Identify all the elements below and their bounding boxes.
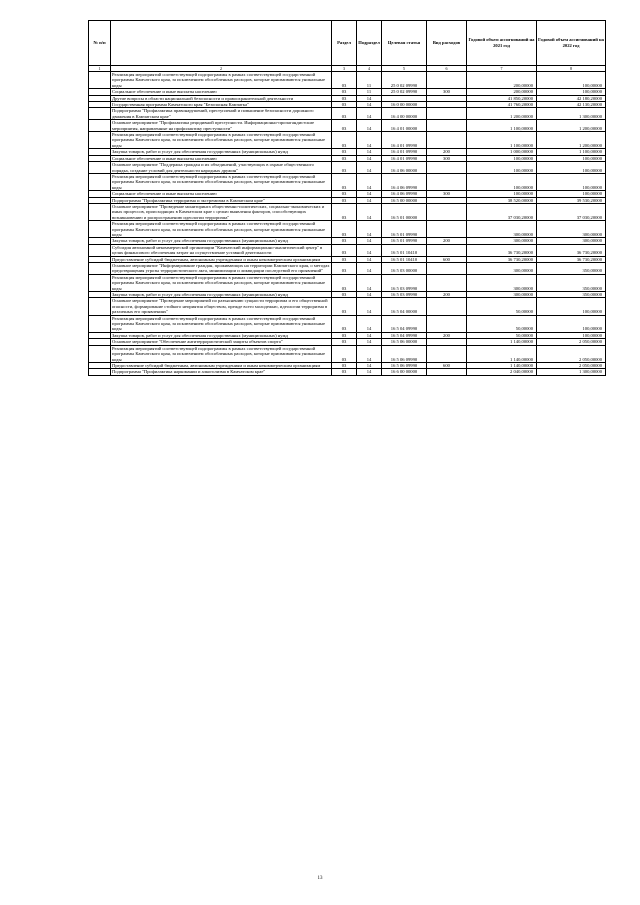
cell-podrazdel: 14 <box>357 132 382 149</box>
cell-name: Основное мероприятие "Обеспечение антитеррористической защиты объектов спорта" <box>111 339 332 345</box>
cell-2022: 350,00000 <box>537 263 606 275</box>
table-row <box>89 108 606 120</box>
cell-razdel: 03 <box>332 263 357 275</box>
cell-2022: 100,00000 <box>537 72 606 89</box>
cell-2022: 36 730,20000 <box>537 244 606 256</box>
cell-razdel: 03 <box>332 173 357 190</box>
cell-cs: 16 5 01 10410 <box>382 256 427 262</box>
cell-num <box>89 162 111 174</box>
cell-vr: 300 <box>427 191 467 197</box>
cell-name: Закупка товаров, работ и услуг для обеспечения государственных (муниципальных) нужд <box>111 238 332 244</box>
cell-2022: 100,00000 <box>537 298 606 315</box>
cell-num <box>89 120 111 132</box>
cell-cs: 16 4 06 09990 <box>382 173 427 190</box>
cell-num <box>89 173 111 190</box>
cell-razdel: 03 <box>332 332 357 338</box>
cell-razdel: 03 <box>332 72 357 89</box>
cell-vr <box>427 72 467 89</box>
cell-cs: 16 4 01 00000 <box>382 120 427 132</box>
cell-vr: 300 <box>427 155 467 161</box>
colnum: 4 <box>357 66 382 72</box>
cell-razdel: 03 <box>332 203 357 220</box>
table-row <box>89 244 606 256</box>
table-row <box>89 173 606 190</box>
cell-razdel: 03 <box>332 298 357 315</box>
cell-razdel: 03 <box>332 132 357 149</box>
cell-vr <box>427 244 467 256</box>
cell-vr <box>427 315 467 332</box>
cell-2022: 2 050,00000 <box>537 362 606 368</box>
cell-razdel: 03 <box>332 274 357 291</box>
cell-2022: 2 050,00000 <box>537 345 606 362</box>
cell-podrazdel: 14 <box>357 108 382 120</box>
colnum: 2 <box>111 66 332 72</box>
cell-podrazdel: 14 <box>357 345 382 362</box>
cell-2022: 2 050,00000 <box>537 339 606 345</box>
cell-podrazdel: 14 <box>357 244 382 256</box>
cell-2022: 100,00000 <box>537 162 606 174</box>
header-2021: Годовой объем ассигнований на 2021 год <box>467 21 537 66</box>
cell-2021: 1 000,00000 <box>467 149 537 155</box>
cell-cs: 16 5 01 00000 <box>382 203 427 220</box>
cell-2021: 100,00000 <box>467 155 537 161</box>
cell-razdel: 03 <box>332 362 357 368</box>
cell-cs: 16 5 06 09990 <box>382 345 427 362</box>
cell-num <box>89 108 111 120</box>
header-row <box>89 21 606 66</box>
cell-podrazdel: 14 <box>357 274 382 291</box>
table-row <box>89 72 606 89</box>
cell-cs: 16 4 00 00000 <box>382 108 427 120</box>
cell-podrazdel: 14 <box>357 332 382 338</box>
cell-podrazdel: 14 <box>357 191 382 197</box>
cell-razdel: 03 <box>332 244 357 256</box>
header-razdel: Раздел <box>332 21 357 66</box>
cell-name: Реализация мероприятий соответствующей подпрограммы в рамках соответствующей государственной программы Камчатского края, за исключением обособленных расходов, которые присваиваются уникальные коды <box>111 345 332 362</box>
cell-cs: 16 5 00 00000 <box>382 197 427 203</box>
cell-2021: 50,00000 <box>467 332 537 338</box>
cell-podrazdel: 14 <box>357 292 382 298</box>
cell-cs: 16 4 01 09990 <box>382 149 427 155</box>
cell-podrazdel: 14 <box>357 298 382 315</box>
cell-podrazdel: 11 <box>357 72 382 89</box>
cell-2022: 100,00000 <box>537 89 606 95</box>
colnum: 8 <box>537 66 606 72</box>
cell-2021: 300,00000 <box>467 263 537 275</box>
cell-2021: 41 760,20000 <box>467 102 537 108</box>
cell-razdel: 03 <box>332 108 357 120</box>
cell-cs: 16 5 06 09990 <box>382 362 427 368</box>
document-sheet <box>88 20 605 376</box>
cell-podrazdel: 14 <box>357 369 382 375</box>
cell-cs: 25 0 02 09990 <box>382 72 427 89</box>
cell-2021: 300,00000 <box>467 274 537 291</box>
cell-cs: 16 5 03 09990 <box>382 274 427 291</box>
cell-vr <box>427 274 467 291</box>
cell-podrazdel: 14 <box>357 95 382 101</box>
cell-razdel: 03 <box>332 221 357 238</box>
cell-vr: 200 <box>427 238 467 244</box>
cell-2022: 100,00000 <box>537 155 606 161</box>
cell-podrazdel: 14 <box>357 197 382 203</box>
cell-cs: 16 5 06 00000 <box>382 339 427 345</box>
cell-2021: 36 730,20000 <box>467 244 537 256</box>
cell-2021: 200,00000 <box>467 72 537 89</box>
cell-2021: 50,00000 <box>467 315 537 332</box>
cell-podrazdel: 14 <box>357 256 382 262</box>
cell-name: Социальное обеспечение и иные выплаты населению <box>111 89 332 95</box>
cell-name: Реализация мероприятий соответствующей подпрограммы в рамках соответствующей государственной программы Камчатского края, за исключением обособленных расходов, которые присваиваются уникальные коды <box>111 315 332 332</box>
cell-2021: 100,00000 <box>467 191 537 197</box>
cell-cs: 16 0 00 00000 <box>382 102 427 108</box>
cell-2021: 1 200,00000 <box>467 108 537 120</box>
cell-num <box>89 72 111 89</box>
cell-name: Реализация мероприятий соответствующей подпрограммы в рамках соответствующей государственной программы Камчатского края, за исключением обособленных расходов, которые присваиваются уникальные коды <box>111 221 332 238</box>
cell-cs: 25 0 02 09990 <box>382 89 427 95</box>
cell-2021: 1 140,00000 <box>467 345 537 362</box>
cell-name: Подпрограмма "Профилактика наркомании и алкоголизма в Камчатском крае" <box>111 369 332 375</box>
cell-2021: 100,00000 <box>467 173 537 190</box>
header-num: № п/п <box>89 21 111 66</box>
cell-2021: 300,00000 <box>467 292 537 298</box>
cell-2021: 41 850,20000 <box>467 95 537 101</box>
cell-2021: 200,00000 <box>467 89 537 95</box>
cell-vr: 600 <box>427 362 467 368</box>
cell-2022: 1 200,00000 <box>537 132 606 149</box>
cell-razdel: 03 <box>332 155 357 161</box>
cell-2022: 100,00000 <box>537 173 606 190</box>
cell-podrazdel: 14 <box>357 339 382 345</box>
cell-razdel: 03 <box>332 256 357 262</box>
cell-cs: 16 4 01 09990 <box>382 155 427 161</box>
header-name <box>111 21 332 66</box>
colnum: 7 <box>467 66 537 72</box>
cell-num <box>89 221 111 238</box>
cell-cs: 16 5 04 09990 <box>382 332 427 338</box>
cell-num <box>89 298 111 315</box>
cell-name: Другие вопросы в области национальной безопасности и правоохранительной деятельности <box>111 95 332 101</box>
cell-podrazdel: 14 <box>357 221 382 238</box>
header-2022: Годовой объем ассигнований на 2022 год <box>537 21 606 66</box>
cell-2022: 1 200,00000 <box>537 120 606 132</box>
cell-razdel: 03 <box>332 197 357 203</box>
cell-cs: 16 5 04 09990 <box>382 315 427 332</box>
cell-2022: 1 300,00000 <box>537 369 606 375</box>
cell-2021: 38 520,00000 <box>467 197 537 203</box>
cell-name: Государственная программа Камчатского края "Безопасная Камчатка" <box>111 102 332 108</box>
cell-razdel: 03 <box>332 369 357 375</box>
cell-num <box>89 132 111 149</box>
cell-name: Закупка товаров, работ и услуг для обеспечения государственных (муниципальных) нужд <box>111 332 332 338</box>
cell-name: Основное мероприятие "Проведение мероприятий по разъяснению сущности терроризма и его общественной опасности, формирование стойкого неприятия обществом, прежде всего молодежью, идеологии терроризма в различных его проявлениях" <box>111 298 332 315</box>
cell-num <box>89 274 111 291</box>
table-row <box>89 315 606 332</box>
cell-name: Закупка товаров, работ и услуг для обеспечения государственных (муниципальных) нужд <box>111 292 332 298</box>
header-vr: Вид расходов <box>427 21 467 66</box>
cell-cs: 16 5 04 00000 <box>382 298 427 315</box>
cell-podrazdel: 14 <box>357 238 382 244</box>
cell-2022: 100,00000 <box>537 315 606 332</box>
cell-vr <box>427 162 467 174</box>
cell-vr <box>427 263 467 275</box>
header-podrazdel: Подраздел <box>357 21 382 66</box>
cell-2022: 100,00000 <box>537 191 606 197</box>
cell-razdel: 03 <box>332 162 357 174</box>
cell-name: Подпрограмма "Профилактика терроризма и экстремизма в Камчатском крае" <box>111 197 332 203</box>
table-row <box>89 369 606 375</box>
cell-2021: 36 730,20000 <box>467 256 537 262</box>
cell-podrazdel: 14 <box>357 203 382 220</box>
cell-razdel: 03 <box>332 238 357 244</box>
cell-name: Социальное обеспечение и иные выплаты населению <box>111 191 332 197</box>
cell-razdel: 03 <box>332 191 357 197</box>
cell-name: Реализация мероприятий соответствующей подпрограммы в рамках соответствующей государственной программы Камчатского края, за исключением обособленных расходов, которые присваиваются уникальные коды <box>111 274 332 291</box>
cell-razdel: 03 <box>332 315 357 332</box>
cell-podrazdel: 14 <box>357 362 382 368</box>
cell-vr <box>427 203 467 220</box>
cell-razdel: 03 <box>332 339 357 345</box>
cell-podrazdel: 14 <box>357 173 382 190</box>
cell-podrazdel: 14 <box>357 149 382 155</box>
cell-razdel: 03 <box>332 89 357 95</box>
cell-vr <box>427 173 467 190</box>
cell-2021: 1 100,00000 <box>467 120 537 132</box>
cell-num <box>89 203 111 220</box>
cell-cs: 16 5 01 10410 <box>382 244 427 256</box>
cell-num <box>89 345 111 362</box>
cell-2021: 300,00000 <box>467 238 537 244</box>
cell-num <box>89 244 111 256</box>
cell-2021: 300,00000 <box>467 221 537 238</box>
cell-name: Предоставление субсидий бюджетным, автономным учреждениям и иным некоммерческим организациям <box>111 256 332 262</box>
cell-2021: 50,00000 <box>467 298 537 315</box>
cell-cs: 16 4 06 00000 <box>382 162 427 174</box>
cell-vr: 200 <box>427 332 467 338</box>
cell-2022: 37 030,20000 <box>537 203 606 220</box>
cell-name: Субсидия автономной некоммерческой организации "Камчатский информационно-аналитический центр" в целях финансового обеспечения затрат на осуществление уставной деятельности <box>111 244 332 256</box>
table-row <box>89 221 606 238</box>
cell-cs: 16 5 03 09990 <box>382 292 427 298</box>
cell-vr <box>427 108 467 120</box>
cell-podrazdel: 11 <box>357 89 382 95</box>
cell-name: Закупка товаров, работ и услуг для обеспечения государственных (муниципальных) нужд <box>111 149 332 155</box>
cell-razdel: 03 <box>332 149 357 155</box>
cell-cs: 16 5 01 09990 <box>382 221 427 238</box>
budget-table <box>88 20 606 376</box>
cell-cs: 16 6 00 00000 <box>382 369 427 375</box>
cell-num <box>89 263 111 275</box>
cell-name: Подпрограмма "Профилактика правонарушений, преступлений и повышение безопасности дорожного движения в Камчатском крае" <box>111 108 332 120</box>
cell-2021: 37 030,20000 <box>467 203 537 220</box>
colnum: 1 <box>89 66 111 72</box>
cell-2022: 39 530,20000 <box>537 197 606 203</box>
cell-vr <box>427 345 467 362</box>
cell-2022: 1 300,00000 <box>537 108 606 120</box>
table-row <box>89 132 606 149</box>
cell-name: Основное мероприятие "Поддержка граждан и их объединений, участвующих в охране общественного порядка, создание условий для деятельности народных дружин" <box>111 162 332 174</box>
cell-name: Реализация мероприятий соответствующей подпрограммы в рамках соответствующей государственной программы Камчатского края, за исключением обособленных расходов, которые присваиваются уникальные коды <box>111 132 332 149</box>
cell-name: Реализация мероприятий соответствующей подпрограммы в рамках соответствующей государственной программы Камчатского края, за исключением обособленных расходов, которые присваиваются уникальные коды <box>111 72 332 89</box>
cell-2022: 350,00000 <box>537 274 606 291</box>
cell-2022: 42 180,20000 <box>537 95 606 101</box>
cell-vr <box>427 298 467 315</box>
cell-podrazdel: 14 <box>357 120 382 132</box>
table-row <box>89 298 606 315</box>
table-row <box>89 120 606 132</box>
cell-cs: 16 5 03 00000 <box>382 263 427 275</box>
cell-2022: 36 730,20000 <box>537 256 606 262</box>
cell-vr: 200 <box>427 149 467 155</box>
cell-podrazdel: 14 <box>357 155 382 161</box>
cell-vr <box>427 369 467 375</box>
cell-2022: 350,00000 <box>537 292 606 298</box>
cell-vr <box>427 132 467 149</box>
cell-2022: 1 100,00000 <box>537 149 606 155</box>
cell-vr <box>427 221 467 238</box>
cell-razdel: 03 <box>332 345 357 362</box>
cell-cs: 16 5 01 09990 <box>382 238 427 244</box>
cell-2021: 1 100,00000 <box>467 132 537 149</box>
cell-name: Социальное обеспечение и иные выплаты населению <box>111 155 332 161</box>
cell-cs: 16 4 01 09990 <box>382 132 427 149</box>
table-row <box>89 162 606 174</box>
table-body <box>89 72 606 376</box>
table-row <box>89 203 606 220</box>
cell-2022: 42 130,20000 <box>537 102 606 108</box>
colnum: 5 <box>382 66 427 72</box>
cell-name: Основное мероприятие "Проведение мониторинга общественно-политических, социально-экономических и иных процессов, происходящих в Камчатском крае с целью выявления факторов, способствующих возникновению и распространению идеологии терроризма" <box>111 203 332 220</box>
cell-2021: 2 040,00000 <box>467 369 537 375</box>
cell-razdel: 03 <box>332 95 357 101</box>
cell-2021: 1 140,00000 <box>467 339 537 345</box>
cell-2021: 1 140,00000 <box>467 362 537 368</box>
table-row <box>89 345 606 362</box>
cell-name: Предоставление субсидий бюджетным, автономным учреждениям и иным некоммерческим организациям <box>111 362 332 368</box>
cell-vr <box>427 120 467 132</box>
cell-2022: 100,00000 <box>537 332 606 338</box>
cell-podrazdel: 14 <box>357 315 382 332</box>
cell-vr: 300 <box>427 89 467 95</box>
cell-vr: 200 <box>427 292 467 298</box>
cell-2021: 100,00000 <box>467 162 537 174</box>
cell-num <box>89 315 111 332</box>
header-cs: Целевая статья <box>382 21 427 66</box>
cell-2022: 300,00000 <box>537 221 606 238</box>
table-row <box>89 274 606 291</box>
table-row <box>89 263 606 275</box>
cell-name: Основное мероприятие "Профилактика рецидивной преступности. Информационно-пропагандистские мероприятия, направленные на профилактику преступности" <box>111 120 332 132</box>
cell-name: Основное мероприятие "Информирование граждан, проживающих на территории Камчатского края, о методах предотвращения угрозы террористического акта, минимизации и ликвидации последствий его проявлений" <box>112 263 330 274</box>
cell-razdel: 03 <box>332 292 357 298</box>
cell-num <box>89 369 111 375</box>
cell-podrazdel: 14 <box>357 102 382 108</box>
cell-razdel: 03 <box>332 102 357 108</box>
cell-podrazdel: 14 <box>357 263 382 275</box>
cell-vr: 600 <box>427 256 467 262</box>
page-number: 13 <box>317 876 323 881</box>
colnum: 3 <box>332 66 357 72</box>
cell-cs: 16 4 06 09990 <box>382 191 427 197</box>
cell-podrazdel: 14 <box>357 162 382 174</box>
cell-razdel: 03 <box>332 120 357 132</box>
cell-2022: 300,00000 <box>537 238 606 244</box>
cell-name: Реализация мероприятий соответствующей подпрограммы в рамках соответствующей государственной программы Камчатского края, за исключением обособленных расходов, которые присваиваются уникальные коды <box>111 173 332 190</box>
colnum: 6 <box>427 66 467 72</box>
